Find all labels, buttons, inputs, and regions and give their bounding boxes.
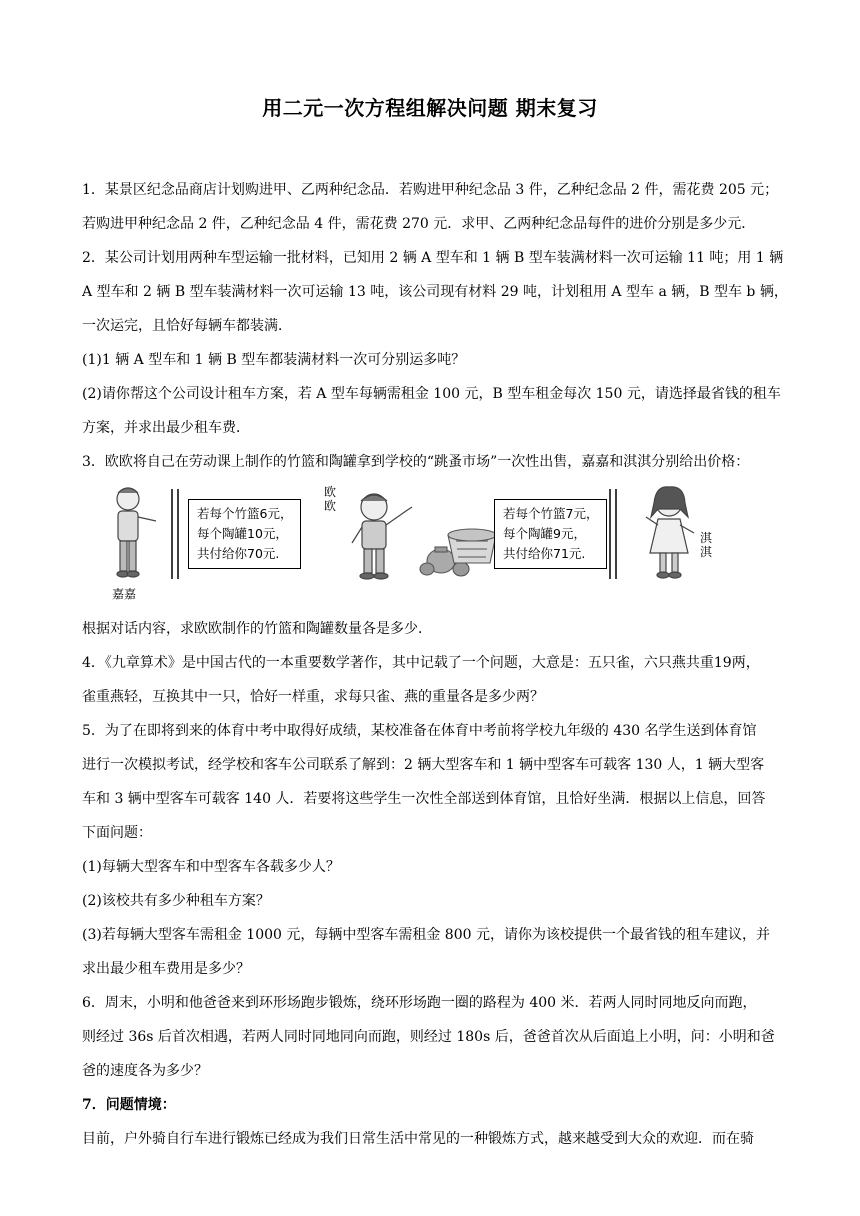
text-line: 求出最少租车费用是多少？ (82, 961, 250, 977)
text-line: 进行一次模拟考试，经学校和客车公司联系了解到：2 辆大型客车和 1 辆中型客车可载客 130 人，1 辆大型客 (82, 757, 765, 773)
text-line: 1．某景区纪念品商店计划购进甲、乙两种纪念品．若购进甲种纪念品 3 件，乙种纪念品 2 件，需花费 205 元； (82, 182, 779, 198)
text-line: 6．周末，小明和他爸爸来到环形场跑步锻炼，绕环形场跑一圈的路程为 400 米．若两人同时同地反向而跑， (82, 995, 757, 1011)
girl-qiqi-figure (646, 487, 694, 578)
name-ouou (324, 485, 336, 513)
page-title: 用二元一次方程组解决问题 期末复习 (262, 96, 598, 120)
name-qiqi (700, 531, 712, 559)
bubble-line: 每个陶罐9元， (503, 526, 586, 541)
text-line: 3．欧欧将自己在劳动课上制作的竹篮和陶罐拿到学校的“跳蚤市场”一次性出售，嘉嘉和淇淇分别给出价格： (82, 454, 750, 470)
bubble-line: 若每个竹篮7元， (503, 506, 599, 521)
bubble-line: 若每个竹篮6元， (197, 506, 293, 521)
boy-jiajia-figure (117, 488, 156, 577)
text-line: 目前，户外骑自行车进行锻炼已经成为我们日常生活中常见的一种锻炼方式，越来越受到大众的欢迎．而在骑 (82, 1131, 754, 1147)
qiqi-price-bubble (494, 499, 607, 569)
question-part: (3)若每辆大型客车需租金 1000 元，每辆中型客车需租金 800 元，请你为该校提供一个最省钱的租车建议，并 (82, 927, 770, 943)
name-ouou-char: 欧 (324, 499, 337, 513)
name-qiqi-char: 淇 (700, 545, 713, 559)
bubble-line: 共付给你70元. (197, 546, 280, 561)
question-part: (1)1 辆 A 型车和 1 辆 B 型车都装满材料一次可分别运多吨？ (82, 352, 466, 368)
text-line: 方案，并求出最少租车费． (82, 420, 250, 436)
text-line: 根据对话内容，求欧欧制作的竹篮和陶罐数量各是多少． (82, 621, 432, 637)
text-line: 若购进甲种纪念品 2 件，乙种纪念品 4 件，需花费 270 元．求甲、乙两种纪念品每件的进价分别是多少元． (82, 216, 756, 232)
text-line: 雀重燕轻，互换其中一只，恰好一样重，求每只雀、燕的重量各是多少两？ (82, 689, 544, 705)
text-line: 5．为了在即将到来的体育中考中取得好成绩，某校准备在体育中考前将学校九年级的 430 名学生送到体育馆 (82, 723, 757, 739)
text-line: 则经过 36s 后首次相遇，若两人同时同地同向而跑，则经过 180s 后，爸爸首次从后面追上小明，问：小明和爸 (82, 1029, 775, 1045)
pottery-jars-and-basket (420, 529, 496, 576)
question-part: (2)请你帮这个公司设计租车方案，若 A 型车每辆需租金 100 元，B 型车租金每次 150 元，请选择最省钱的租车 (82, 386, 781, 402)
text-line: 下面问题： (82, 825, 152, 841)
text-line: 2．某公司计划用两种车型运输一批材料，已知用 2 辆 A 型车和 1 辆 B 型车装满材料一次可运输 11 吨；用 1 辆 (82, 250, 784, 266)
question-part: (2)该校共有多少种租车方案？ (82, 893, 270, 909)
question-part: (1)每辆大型客车和中型客车各载多少人？ (82, 859, 340, 875)
bubble-line: 共付给你71元. (503, 546, 586, 561)
name-qiqi-char: 淇 (700, 531, 713, 545)
section-heading: 7．问题情境： (82, 1097, 176, 1113)
text-line: 一次运完，且恰好每辆车都装满． (82, 318, 292, 334)
dialogue-illustration (106, 477, 746, 605)
bubble-line: 每个陶罐10元， (197, 526, 288, 541)
name-jiajia: 嘉嘉 (112, 587, 137, 601)
text-line: 车和 3 辆中型客车可载客 140 人．若要将这些学生一次性全部送到体育馆，且恰好坐满．根据以上信息，回答 (82, 791, 766, 807)
text-line: A 型车和 2 辆 B 型车装满材料一次可运输 13 吨，该公司现有材料 29 吨，计划租用 A 型车 a 辆，B 型车 b 辆， (82, 284, 788, 300)
text-line: 4．《九章算术》是中国古代的一本重要数学著作，其中记载了一个问题，大意是：五只雀，六只燕共重19两， (82, 655, 760, 671)
boy-ouou-figure (352, 494, 412, 579)
text-line: 爸的速度各为多少？ (82, 1063, 208, 1079)
jiajia-price-bubble (188, 499, 301, 569)
name-ouou-char: 欧 (324, 485, 337, 499)
